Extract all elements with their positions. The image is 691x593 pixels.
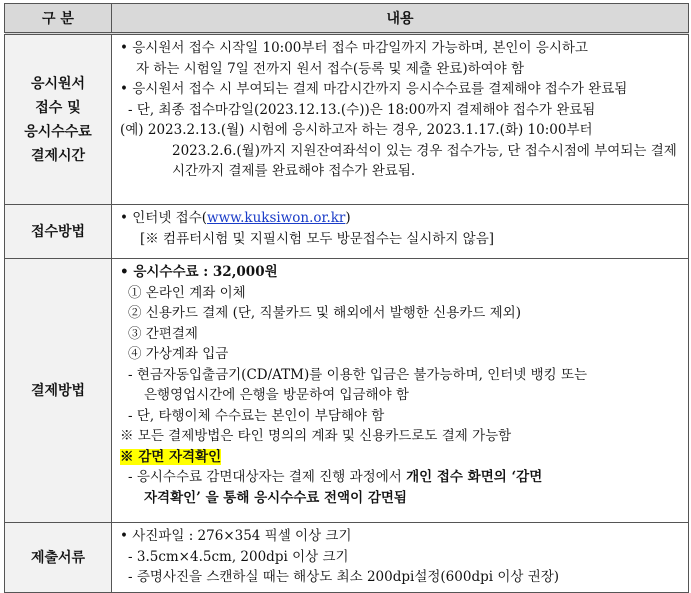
table-row-application-time <box>5 34 689 205</box>
text-fragment: ) <box>345 210 351 226</box>
text-line: - 단, 타행이체 수수료는 본인이 부담해야 함 <box>128 407 385 424</box>
category-payment-method <box>5 259 112 523</box>
category-application-method <box>5 205 112 259</box>
method-item: ④ 가상계좌 입금 <box>128 346 229 362</box>
table-row-payment-method <box>5 259 689 523</box>
category-line: 제출서류 <box>30 549 86 566</box>
method-item: ③ 간편결제 <box>128 325 198 342</box>
text-line: - 3.5cm×4.5cm, 200dpi 이상 크기 <box>128 548 349 565</box>
text-fragment-bold: 개인 접수 화면의 ‘감면 <box>406 469 543 485</box>
text-line: 2023.2.6.(월)까지 지원잔여좌석이 있는 경우 접수가능, 단 접수시점에 부여되는 결제 <box>172 142 677 159</box>
text-line <box>120 208 682 229</box>
header-content: 내용 <box>112 4 689 34</box>
category-line: 응시수수료 <box>24 123 92 140</box>
header-category: 구 분 <box>5 4 112 34</box>
method-item: ② 신용카드 결제 (단, 직불카드 및 해외에서 발행한 신용카드 제외) <box>128 305 521 321</box>
text-line: • 응시원서 접수 시 부여되는 결제 마감시간까지 응시수수료를 결제해야 접수가 완료됨 <box>120 81 628 97</box>
text-line: 자 하는 시험일 7일 전까지 원서 접수(등록 및 제출 완료)하여야 함 <box>136 60 525 77</box>
category-line: 접수 및 <box>35 99 81 116</box>
text-line: - 현금자동입출금기(CD/ATM)를 이용한 입금은 불가능하며, 인터넷 뱅킹 또는 <box>128 366 588 383</box>
table-row-application-method <box>5 205 689 259</box>
text-line: (예) 2023.2.13.(월) 시험에 응시하고자 하는 경우, 2023.1.17.(화) 10:00부터 <box>120 122 593 138</box>
text-line: • 응시원서 접수 시작일 10:00부터 접수 마감일까지 가능하며, 본인이 응시하고 <box>120 40 588 56</box>
text-line: 자격확인’ 을 통해 응시수수료 전액이 감면됨 <box>144 489 407 506</box>
category-documents <box>5 523 112 593</box>
text-fragment: - 응시수수료 감면대상자는 결제 진행 과정에서 <box>128 469 407 485</box>
content-documents <box>112 523 689 593</box>
content-application-time <box>112 34 689 205</box>
text-line: - 증명사진을 스캔하실 때는 해상도 최소 200dpi설정(600dpi 이상 권장) <box>128 569 560 585</box>
table-row-documents <box>5 523 689 593</box>
reduction-title: ※ 감면 자격확인 <box>120 448 222 465</box>
content-payment-method <box>112 259 689 523</box>
text-fragment: • 인터넷 접수( <box>120 210 208 226</box>
text-line: ※ 모든 결제방법은 타인 명의의 계좌 및 신용카드로도 결제 가능함 <box>120 428 512 444</box>
kuksiwon-link[interactable]: www.kuksiwon.or.kr <box>207 210 346 226</box>
fee-line: • 응시수수료 : 32,000원 <box>120 264 278 280</box>
text-line: 은행영업시간에 은행을 방문하여 입금해야 함 <box>144 387 409 403</box>
content-application-method <box>112 205 689 259</box>
text-line: 시간까지 결제를 완료해야 접수가 완료됨. <box>172 163 416 179</box>
text-line: • 사진파일 : 276×354 픽셀 이상 크기 <box>120 528 352 544</box>
text-line <box>120 467 682 488</box>
text-line: - 단, 최종 접수마감일(2023.12.13.(수))은 18:00까지 결제해야 접수가 완료됨 <box>128 101 596 118</box>
text-line: [※ 컴퓨터시험 및 지필시험 모두 방문접수는 실시하지 않음] <box>140 230 495 247</box>
category-application-time <box>5 34 112 205</box>
reduction-title-line <box>120 447 682 468</box>
category-line: 접수방법 <box>30 223 86 240</box>
category-line: 응시원서 <box>30 75 86 92</box>
category-line: 결제방법 <box>30 382 86 399</box>
category-line: 결제시간 <box>30 147 86 164</box>
exam-info-table <box>4 3 689 593</box>
method-item: ① 온라인 계좌 이체 <box>128 284 246 301</box>
